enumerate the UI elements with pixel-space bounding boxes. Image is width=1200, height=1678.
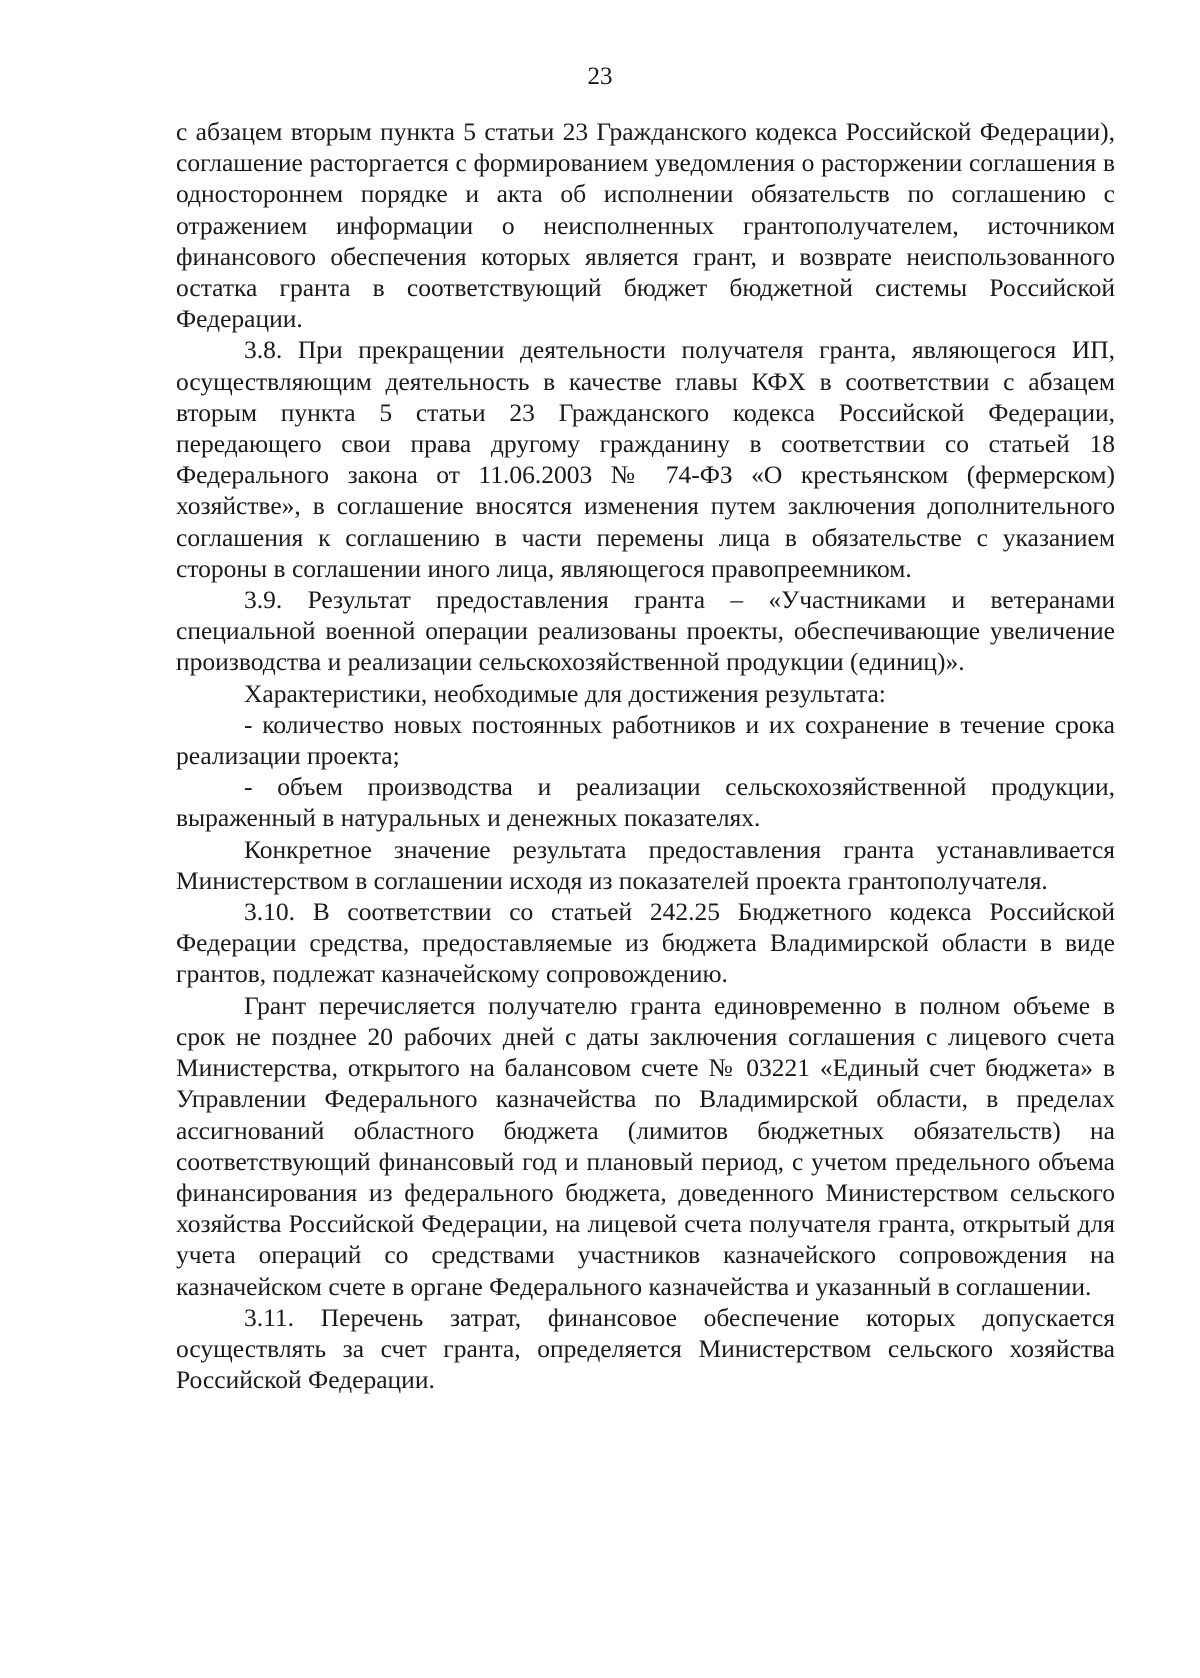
- paragraph-continuation: с абзацем вторым пункта 5 статьи 23 Гражданского кодекса Российской Федерации), соглашение расторгается с формированием уведомления о расторжении соглашения в одностороннем порядке и акта об исполнении обязательств по соглашению с отражением информации о неисполненных грантополучателем, источником финансового обеспечения которых является грант, и возврате неиспользованного остатка гранта в соответствующий бюджет бюджетной системы Российской Федерации.: [176, 117, 1115, 334]
- paragraph-grant-transfer: Грант перечисляется получателю гранта единовременно в полном объеме в срок не позднее 20 рабочих дней с даты заключения соглашения с лицевого счета Министерства, открытого на балансовом счете № 03221 «Единый счет бюджета» в Управлении Федерального казначейства по Владимирской области, в пределах ассигнований областного бюджета (лимитов бюджетных обязательств) на соответствующий финансовый год и плановый период, с учетом предельного объема финансирования из федерального бюджета, доведенного Министерством сельского хозяйства Российской Федерации, на лицевой счета получателя гранта, открытый для учета операций со средствами участников казначейского сопровождения на казначейском счете в органе Федерального казначейства и указанный в соглашении.: [176, 990, 1115, 1301]
- paragraph-3-8: 3.8. При прекращении деятельности получателя гранта, являющегося ИП, осуществляющим деятельность в качестве главы КФХ в соответствии с абзацем вторым пункта 5 статьи 23 Гражданского кодекса Российской Федерации, передающего свои права другому гражданину в соответствии со статьей 18 Федерального закона от 11.06.2003 № 74-ФЗ «О крестьянском (фермерском) хозяйстве», в соглашение вносятся изменения путем заключения дополнительного соглашения к соглашению в части перемены лица в обязательстве с указанием стороны в соглашении иного лица, являющегося правопреемником.: [176, 335, 1115, 583]
- document-body: [176, 116, 1115, 1395]
- paragraph-3-9: 3.9. Результат предоставления гранта – «Участниками и ветеранами специальной военной операции реализованы проекты, обеспечивающие увеличение производства и реализации сельскохозяйственной продукции (единиц)».: [176, 585, 1115, 677]
- paragraph-characteristics-heading: Характеристики, необходимые для достижения результата:: [244, 678, 886, 708]
- paragraph-3-11: 3.11. Перечень затрат, финансовое обеспечение которых допускается осуществлять за счет гранта, определяется Министерством сельского хозяйства Российской Федерации.: [176, 1302, 1115, 1395]
- paragraph-3-10: 3.10. В соответствии со статьей 242.25 Бюджетного кодекса Российской Федерации средства, предоставляемые из бюджета Владимирской области в виде грантов, подлежат казначейскому сопровождению.: [176, 897, 1115, 989]
- paragraph-result-value: Конкретное значение результата предоставления гранта устанавливается Министерством в соглашении исходя из показателей проекта грантополучателя.: [176, 834, 1115, 895]
- list-item-workers: - количество новых постоянных работников и их сохранение в течение срока реализации проекта;: [176, 709, 1115, 771]
- list-item-production: - объем производства и реализации сельскохозяйственной продукции, выраженный в натуральных и денежных показателях.: [176, 772, 1115, 833]
- page-number: 23: [587, 63, 613, 90]
